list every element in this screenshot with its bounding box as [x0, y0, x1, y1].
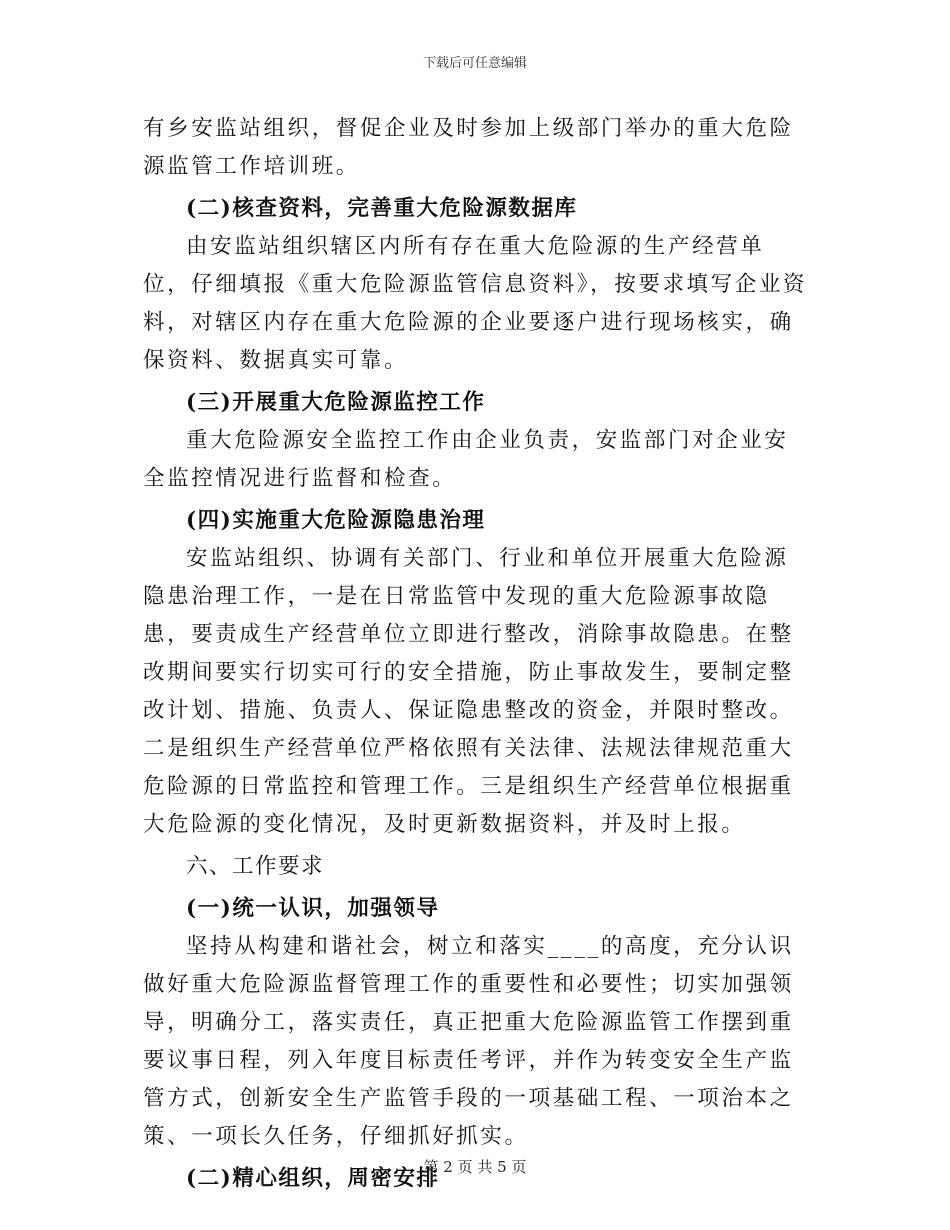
paragraph: 有乡安监站组织，督促企业及时参加上级部门举办的重大危险源监管工作培训班。 — [143, 116, 794, 179]
subsection-heading: (二)核查资料，完善重大危险源数据库 — [186, 196, 578, 221]
subsection-heading: (四)实施重大危险源隐患治理 — [186, 508, 486, 533]
document-body — [143, 110, 808, 1198]
paragraph: 重大危险源安全监控工作由企业负责，安监部门对企业安全监控情况进行监督和检查。 — [143, 428, 789, 491]
page-footer: 第 2 页 共 5 页 — [423, 1158, 527, 1176]
paragraph: 安监站组织、协调有关部门、行业和单位开展重大危险源隐患治理工作，一是在日常监管中发现的重大危险源事故隐患，要责成生产经营单位立即进行整改，消除事故隐患。在整改期间要实行切实可行的安全措施，防止事故发生，要制定整改计划、措施、负责人、保证隐患整改的资金，并限时整改。二是组织生产经营单位严格依照有关法律、法规法律规范重大危险源的日常监控和管理工作。三是组织生产经营单位根据重大危险源的变化情况，及时更新数据资料，并及时上报。 — [143, 546, 794, 837]
paragraph: 坚持从构建和谐社会，树立和落实____的高度，充分认识做好重大危险源监督管理工作的重要性和必要性；切实加强领导，明确分工，落实责任，真正把重大危险源监管工作摆到重要议事日程，列入年度目标责任考评，并作为转变安全生产监管方式，创新安全生产监管手段的一项基础工程、一项治本之策、一项长久任务，仔细抓好抓实。 — [143, 934, 794, 1149]
paragraph: 由安监站组织辖区内所有存在重大危险源的生产经营单位，仔细填报《重大危险源监管信息资料》，按要求填写企业资料，对辖区内存在重大危险源的企业要逐户进行现场核实，确保资料、数据真实可靠。 — [143, 234, 808, 373]
subsection-heading: (三)开展重大危险源监控工作 — [186, 390, 486, 415]
section-heading: 六、工作要求 — [186, 854, 325, 879]
page-header: 下载后可任意编辑 — [422, 56, 527, 71]
subsection-heading: (一)统一认识，加强领导 — [186, 896, 440, 921]
subsection-heading: (二)精心组织，周密安排 — [186, 1166, 440, 1191]
